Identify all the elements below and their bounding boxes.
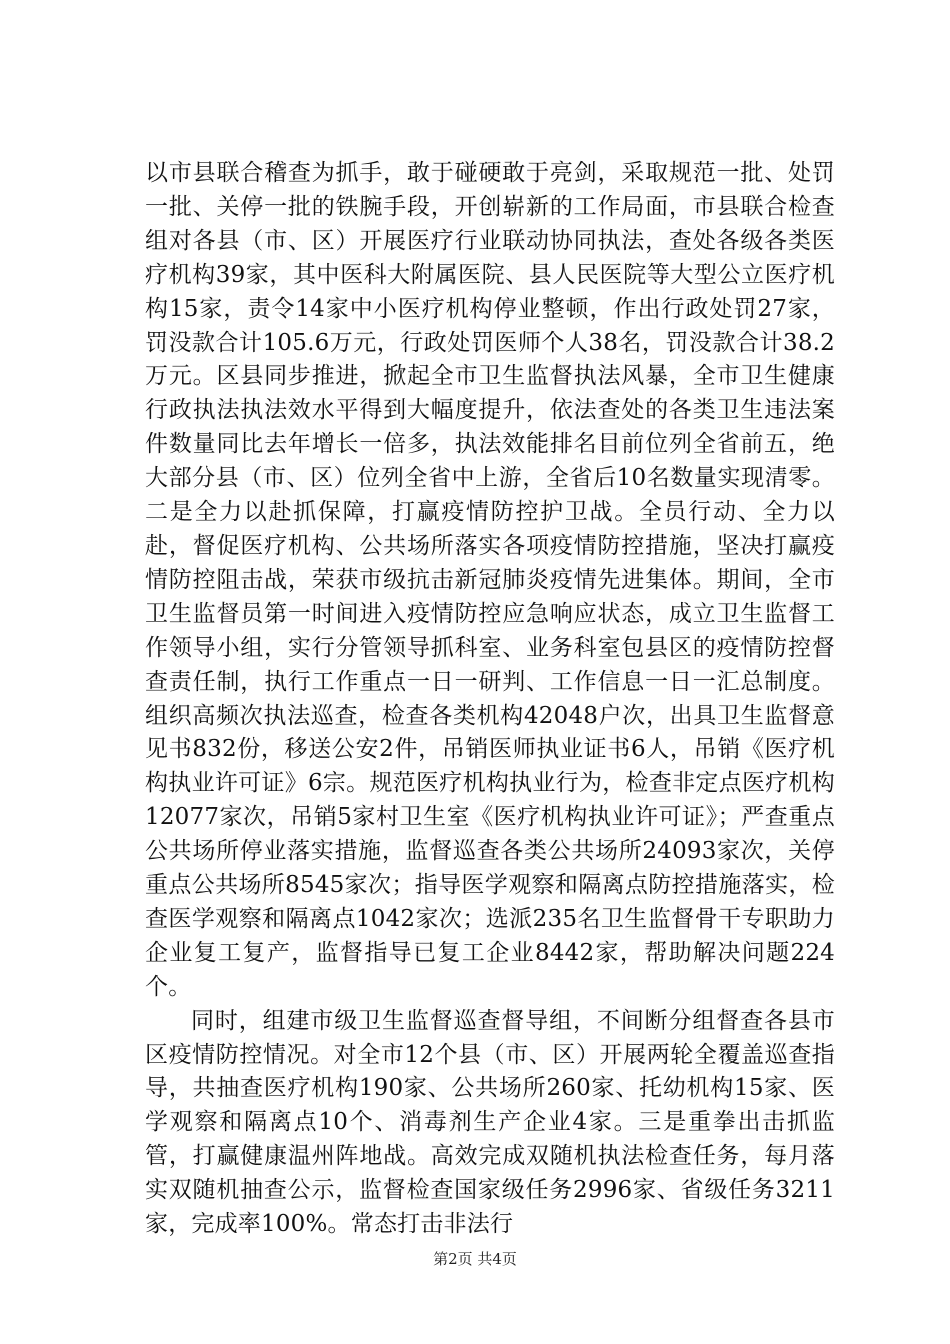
body-text — [145, 157, 835, 1242]
page-number: 第2页 共4页 — [433, 1250, 517, 1268]
page-footer — [0, 1249, 950, 1269]
paragraph-continued: 以市县联合稽查为抓手，敢于碰硬敢于亮剑，采取规范一批、处罚一批、关停一批的铁腕手段，开创崭新的工作局面，市县联合检查组对各县（市、区）开展医疗行业联动协同执法，查处各级各类医疗机构39家，其中医科大附属医院、县人民医院等大型公立医疗机构15家，责令14家中小医疗机构停业整顿，作出行政处罚27家，罚没款合计105.6万元，行政处罚医师个人38名，罚没款合计38.2万元。区县同步推进，掀起全市卫生监督执法风暴，全市卫生健康行政执法执法效水平得到大幅度提升，依法查处的各类卫生违法案件数量同比去年增长一倍多，执法效能排名目前位列全省前五，绝大部分县（市、区）位列全省中上游，全省后10名数量实现清零。二是全力以赴抓保障，打赢疫情防控护卫战。全员行动、全力以赴，督促医疗机构、公共场所落实各项疫情防控措施，坚决打赢疫情防控阻击战，荣获市级抗击新冠肺炎疫情先进集体。期间，全市卫生监督员第一时间进入疫情防控应急响应状态，成立卫生监督工作领导小组，实行分管领导抓科室、业务科室包县区的疫情防控督查责任制，执行工作重点一日一研判、工作信息一日一汇总制度。组织高频次执法巡查，检查各类机构42048户次，出具卫生监督意见书832份，移送公安2件，吊销医师执业证书6人，吊销《医疗机构执业许可证》6宗。规范医疗机构执业行为，检查非定点医疗机构12077家次，吊销5家村卫生室《医疗机构执业许可证》；严查重点公共场所停业落实措施，监督巡查各类公共场所24093家次，关停重点公共场所8545家次；指导医学观察和隔离点防控措施落实，检查医学观察和隔离点1042家次；选派235名卫生监督骨干专职助力企业复工复产，监督指导已复工企业8442家，帮助解决问题224个。 — [145, 160, 835, 1000]
paragraph: 同时，组建市级卫生监督巡查督导组，不间断分组督查各县市区疫情防控情况。对全市12个县（市、区）开展两轮全覆盖巡查指导，共抽查医疗机构190家、公共场所260家、托幼机构15家、医学观察和隔离点10个、消毒剂生产企业4家。三是重拳出击抓监管，打赢健康温州阵地战。高效完成双随机执法检查任务，每月落实双随机抽查公示，监督检查国家级任务2996家、省级任务3211家，完成率100%。常态打击非法行 — [145, 1007, 835, 1238]
